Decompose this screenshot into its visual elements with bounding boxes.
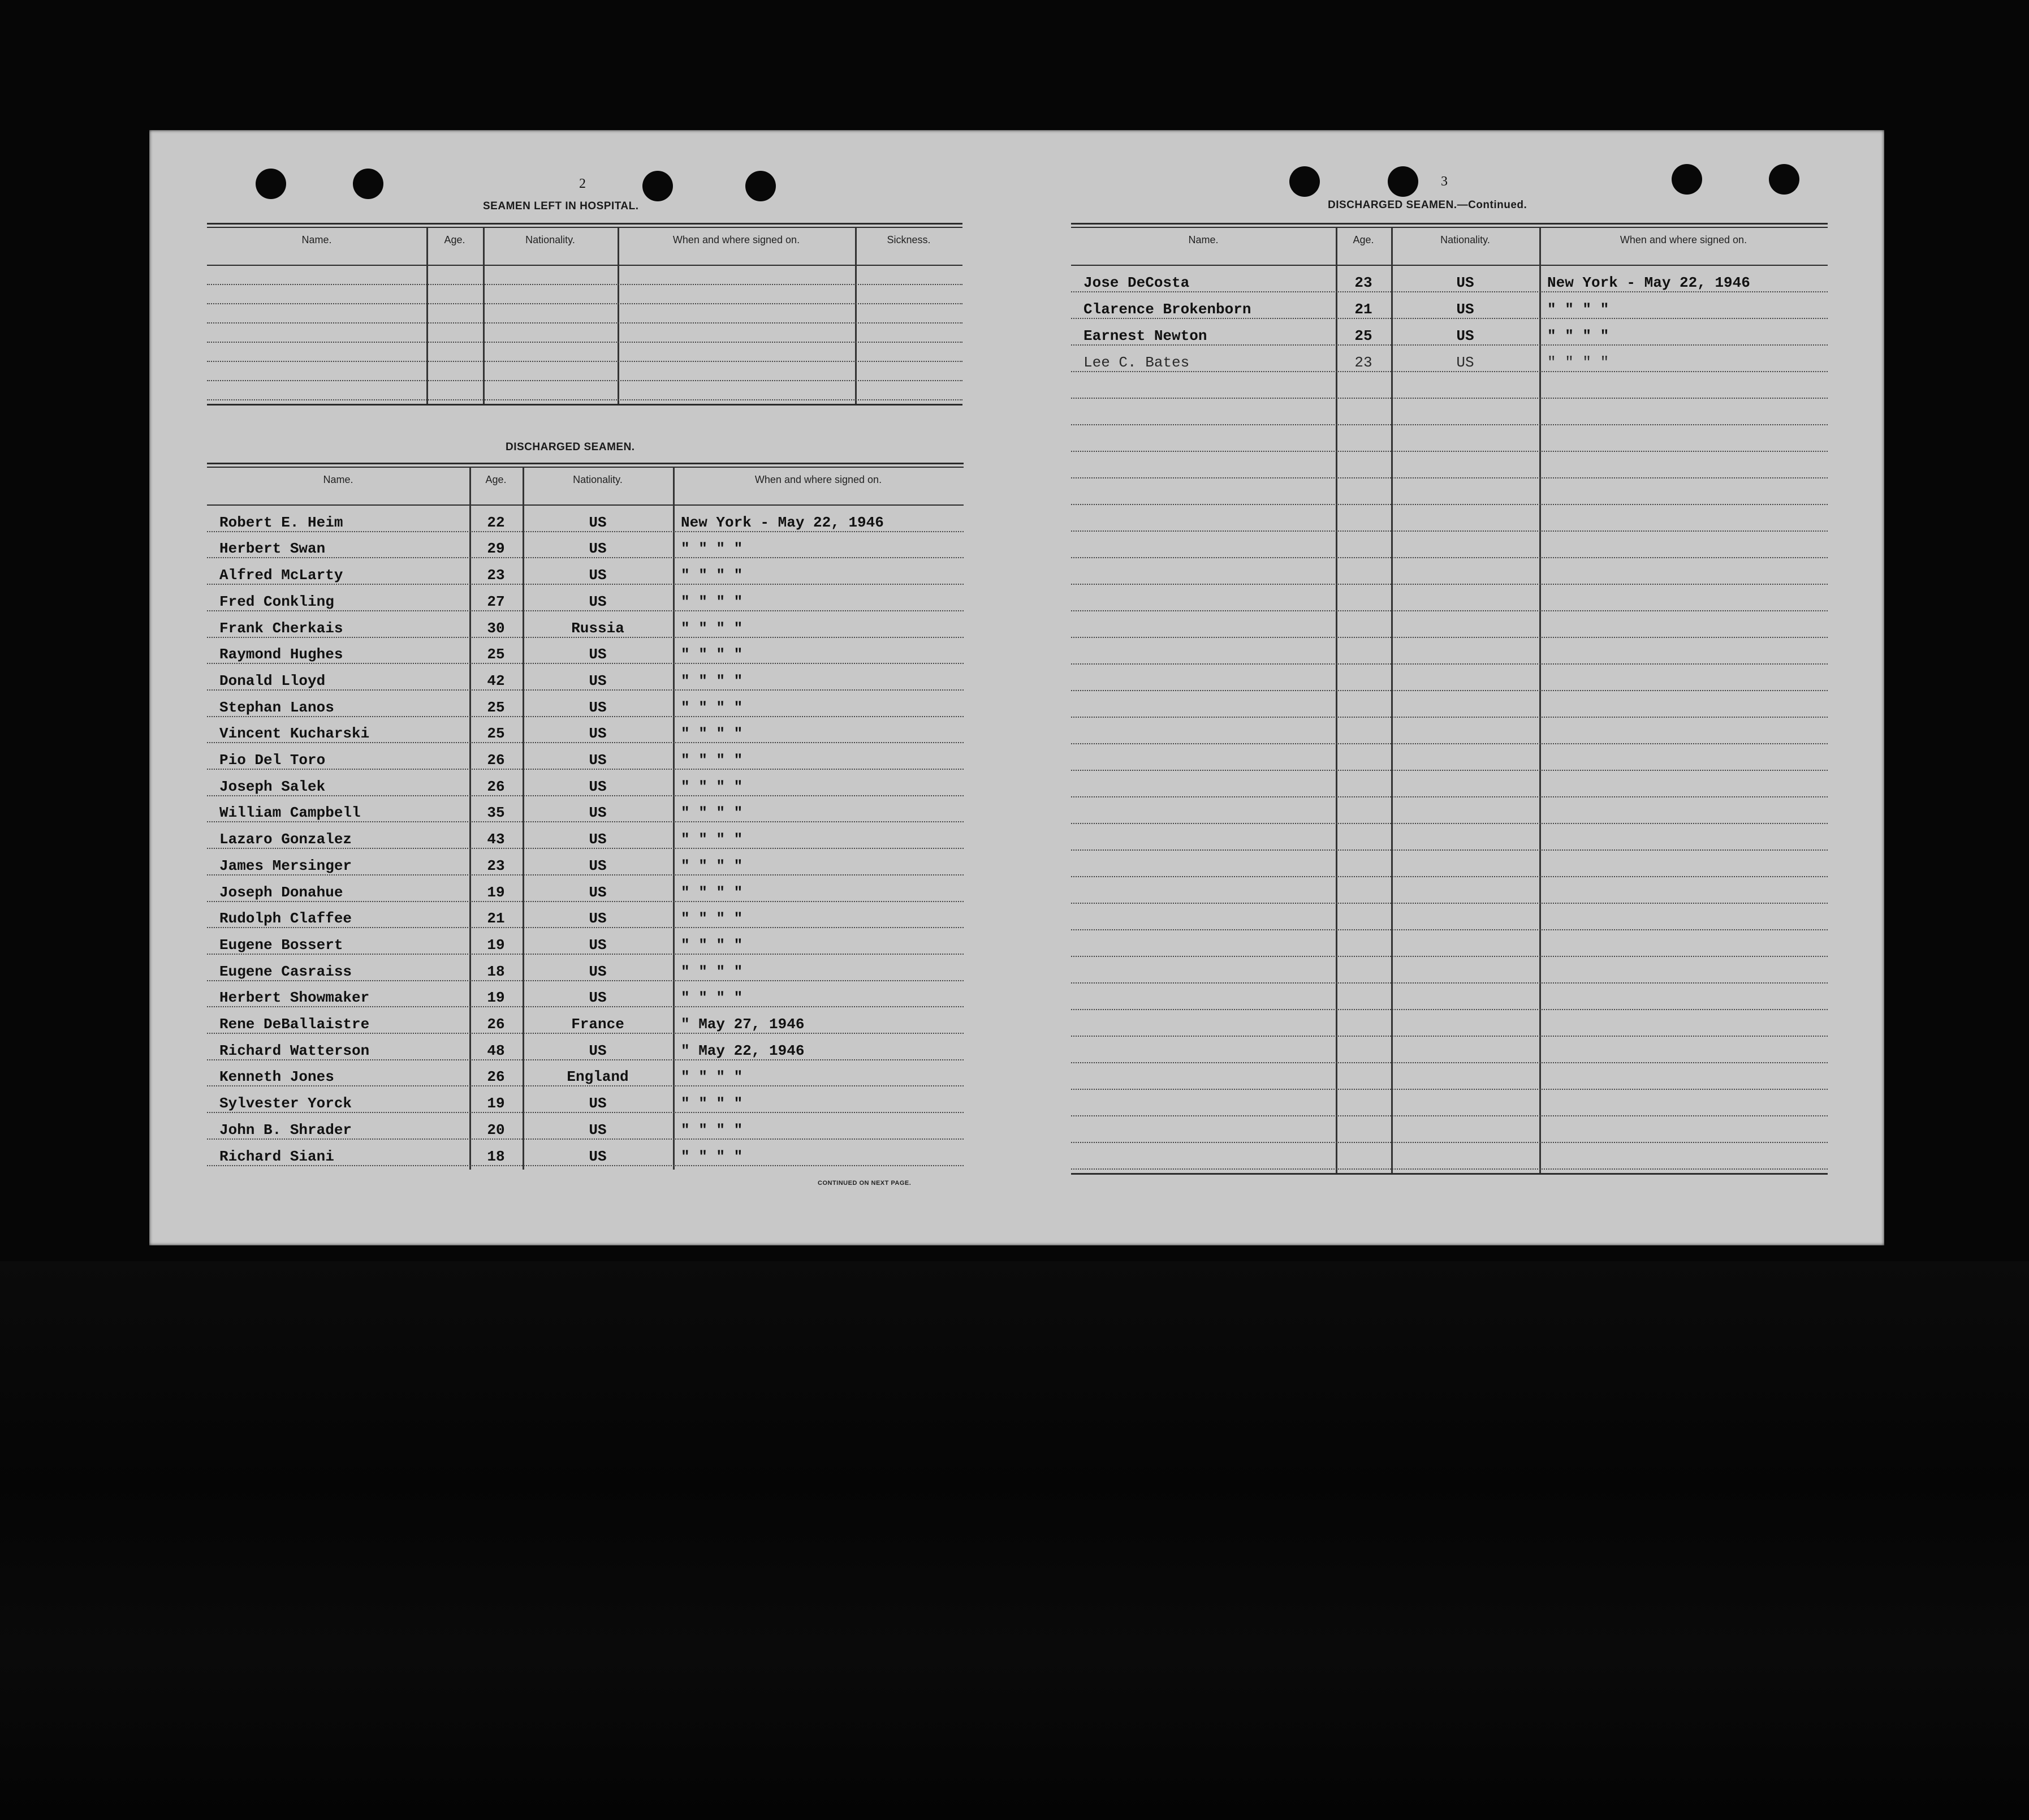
column-header-age: Age. — [485, 474, 507, 485]
seaman-age: 20 — [487, 1121, 505, 1138]
row-line — [207, 901, 964, 902]
signed-on: " " " " — [681, 540, 743, 558]
seaman-name: Joseph Salek — [219, 778, 326, 795]
discharged-section-title: DISCHARGED SEAMEN. — [506, 441, 635, 453]
signed-on: " " " " — [681, 725, 743, 743]
row-line — [207, 342, 962, 343]
seaman-age: 21 — [1354, 301, 1372, 318]
row-line — [207, 361, 962, 362]
table-bottom-rule — [1071, 1173, 1828, 1175]
row-line — [1071, 398, 1828, 399]
seaman-age: 48 — [487, 1042, 505, 1059]
table-top-rule — [207, 223, 962, 225]
column-header-name: Name. — [323, 474, 353, 485]
row-line — [1071, 876, 1828, 877]
scan-background — [0, 1261, 2029, 1820]
page-number-left: 2 — [579, 176, 586, 191]
row-line — [1071, 1168, 1828, 1170]
signed-on: " " " " — [681, 672, 743, 689]
seaman-name: Kenneth Jones — [219, 1068, 334, 1086]
seaman-age: 23 — [1354, 274, 1372, 291]
row-line — [207, 848, 964, 849]
row-line — [207, 716, 964, 717]
column-header-nationality: Nationality. — [1440, 234, 1490, 245]
seaman-name: Vincent Kucharski — [219, 725, 370, 743]
signed-on: " " " " — [1547, 301, 1609, 318]
signed-on: " " " " — [681, 883, 743, 901]
seaman-nationality: England — [567, 1068, 629, 1086]
seaman-name: John B. Shrader — [219, 1121, 352, 1138]
seaman-nationality: US — [589, 963, 607, 980]
row-line — [207, 1112, 964, 1113]
signed-on: " " " " — [681, 857, 743, 874]
seaman-age: 19 — [487, 936, 505, 954]
row-line — [207, 927, 964, 928]
column-divider — [1539, 227, 1541, 1173]
table-top-rule — [1071, 227, 1828, 228]
row-line — [1071, 1009, 1828, 1010]
seaman-name: William Campbell — [219, 804, 361, 822]
row-line — [1071, 1036, 1828, 1037]
document-paper — [149, 130, 1884, 1245]
seaman-name: Earnest Newton — [1083, 327, 1207, 344]
row-line — [207, 303, 962, 304]
seaman-name: Robert E. Heim — [219, 514, 343, 531]
row-line — [1071, 318, 1828, 319]
seaman-name: Lee C. Bates — [1083, 354, 1190, 371]
seaman-age: 30 — [487, 619, 505, 637]
seaman-nationality: US — [1456, 274, 1474, 291]
row-line — [1071, 929, 1828, 930]
table-header-rule — [1071, 265, 1828, 266]
column-header-when-and-where-signed-on: When and where signed on. — [754, 474, 882, 485]
column-header-sickness: Sickness. — [887, 234, 931, 245]
seaman-name: Herbert Swan — [219, 540, 326, 558]
seaman-nationality: US — [589, 1042, 607, 1059]
seaman-nationality: US — [589, 883, 607, 901]
signed-on: " May 22, 1946 — [681, 1042, 805, 1059]
row-line — [207, 531, 964, 532]
row-line — [1071, 1142, 1828, 1143]
seaman-age: 25 — [487, 698, 505, 716]
row-line — [1071, 743, 1828, 744]
column-header-name: Name. — [1188, 234, 1219, 245]
row-line — [207, 399, 962, 400]
seaman-nationality: US — [589, 725, 607, 743]
row-line — [207, 795, 964, 796]
seaman-age: 25 — [1354, 327, 1372, 344]
seaman-nationality: US — [589, 936, 607, 954]
column-header-nationality: Nationality. — [525, 234, 575, 245]
continued-note: CONTINUED ON NEXT PAGE. — [818, 1180, 912, 1187]
signed-on: " " " " — [681, 1095, 743, 1112]
seaman-name: Lazaro Gonzalez — [219, 831, 352, 848]
seaman-age: 43 — [487, 831, 505, 848]
seaman-nationality: US — [589, 1148, 607, 1165]
signed-on: " " " " — [681, 752, 743, 769]
seaman-name: Pio Del Toro — [219, 752, 326, 769]
signed-on: New York - May 22, 1946 — [1547, 274, 1750, 291]
seaman-age: 18 — [487, 1148, 505, 1165]
punch-hole — [642, 171, 673, 201]
seaman-nationality: US — [589, 989, 607, 1007]
punch-hole — [256, 169, 286, 199]
row-line — [1071, 371, 1828, 372]
seaman-name: Jose DeCosta — [1083, 274, 1190, 291]
seaman-nationality: France — [571, 1016, 624, 1033]
seaman-name: Raymond Hughes — [219, 646, 343, 663]
seaman-nationality: US — [589, 831, 607, 848]
row-line — [207, 1085, 964, 1086]
column-divider — [855, 227, 857, 404]
row-line — [1071, 557, 1828, 558]
signed-on: " " " " — [681, 619, 743, 637]
row-line — [207, 821, 964, 822]
signed-on: " May 27, 1946 — [681, 1016, 805, 1033]
seaman-nationality: US — [589, 593, 607, 610]
row-line — [1071, 424, 1828, 425]
seaman-age: 23 — [1354, 354, 1372, 371]
seaman-nationality: US — [589, 910, 607, 928]
row-line — [1071, 451, 1828, 452]
signed-on: " " " " — [1547, 327, 1609, 344]
seaman-age: 29 — [487, 540, 505, 558]
row-line — [207, 663, 964, 664]
row-line — [207, 954, 964, 955]
seaman-age: 19 — [487, 883, 505, 901]
row-line — [1071, 717, 1828, 718]
row-line — [207, 380, 962, 381]
seaman-age: 22 — [487, 514, 505, 531]
column-divider — [483, 227, 485, 404]
signed-on: " " " " — [681, 910, 743, 928]
row-line — [1071, 770, 1828, 771]
seaman-name: Eugene Casraiss — [219, 963, 352, 980]
seaman-nationality: US — [589, 540, 607, 558]
column-header-age: Age. — [1353, 234, 1374, 245]
seaman-age: 26 — [487, 1068, 505, 1086]
seaman-age: 27 — [487, 593, 505, 610]
seaman-nationality: US — [589, 857, 607, 874]
seaman-nationality: US — [589, 567, 607, 584]
signed-on: " " " " — [681, 804, 743, 822]
row-line — [1071, 956, 1828, 957]
punch-hole — [353, 169, 383, 199]
signed-on: " " " " — [681, 831, 743, 848]
row-line — [207, 769, 964, 770]
column-divider — [618, 227, 619, 404]
seaman-nationality: US — [589, 646, 607, 663]
hospital-section-title: SEAMEN LEFT IN HOSPITAL. — [483, 200, 639, 212]
seaman-name: Clarence Brokenborn — [1083, 301, 1251, 318]
column-header-when-and-where-signed-on: When and where signed on. — [1620, 234, 1747, 245]
row-line — [1071, 690, 1828, 691]
table-header-rule — [207, 504, 964, 506]
row-line — [1071, 1115, 1828, 1116]
seaman-nationality: US — [1456, 301, 1474, 318]
signed-on: " " " " — [681, 1148, 743, 1165]
row-line — [1071, 291, 1828, 292]
signed-on: " " " " — [1547, 354, 1609, 371]
seaman-nationality: US — [589, 1095, 607, 1112]
punch-hole — [1289, 166, 1320, 197]
seaman-age: 26 — [487, 1016, 505, 1033]
seaman-nationality: US — [589, 672, 607, 689]
row-line — [207, 742, 964, 743]
signed-on: " " " " — [681, 963, 743, 980]
signed-on: " " " " — [681, 1068, 743, 1086]
row-line — [207, 557, 964, 558]
row-line — [207, 689, 964, 691]
seaman-name: Eugene Bossert — [219, 936, 343, 954]
seaman-age: 18 — [487, 963, 505, 980]
seaman-age: 19 — [487, 989, 505, 1007]
row-line — [207, 980, 964, 981]
seaman-name: Alfred McLarty — [219, 567, 343, 584]
seaman-nationality: Russia — [571, 619, 624, 637]
column-header-when-and-where-signed-on: When and where signed on. — [672, 234, 800, 245]
row-line — [207, 1033, 964, 1034]
row-line — [1071, 823, 1828, 824]
signed-on: " " " " — [681, 936, 743, 954]
seaman-nationality: US — [589, 778, 607, 795]
punch-hole — [1769, 164, 1799, 195]
row-line — [207, 637, 964, 638]
table-top-rule — [207, 467, 964, 468]
row-line — [1071, 610, 1828, 611]
row-line — [207, 610, 964, 611]
seaman-name: Donald Lloyd — [219, 672, 326, 689]
row-line — [207, 1059, 964, 1060]
punch-hole — [1672, 164, 1702, 195]
seaman-age: 21 — [487, 910, 505, 928]
row-line — [1071, 1062, 1828, 1063]
seaman-age: 26 — [487, 778, 505, 795]
column-header-age: Age. — [444, 234, 465, 245]
seaman-age: 25 — [487, 646, 505, 663]
column-header-name: Name. — [301, 234, 332, 245]
signed-on: " " " " — [681, 1121, 743, 1138]
seaman-age: 26 — [487, 752, 505, 769]
column-divider — [426, 227, 428, 404]
seaman-nationality: US — [589, 804, 607, 822]
row-line — [207, 1006, 964, 1007]
row-line — [1071, 663, 1828, 665]
seaman-nationality: US — [589, 514, 607, 531]
row-line — [1071, 903, 1828, 904]
table-top-rule — [207, 463, 964, 464]
seaman-name: Fred Conkling — [219, 593, 334, 610]
discharged-continued-title: DISCHARGED SEAMEN.—Continued. — [1328, 199, 1527, 211]
seaman-age: 19 — [487, 1095, 505, 1112]
row-line — [1071, 344, 1828, 346]
column-divider — [673, 467, 675, 1170]
row-line — [1071, 477, 1828, 478]
seaman-age: 23 — [487, 567, 505, 584]
row-line — [1071, 1089, 1828, 1090]
row-line — [1071, 531, 1828, 532]
seaman-nationality: US — [589, 1121, 607, 1138]
seaman-nationality: US — [1456, 354, 1474, 371]
table-top-rule — [207, 227, 962, 228]
seaman-name: Rene DeBallaistre — [219, 1016, 370, 1033]
column-header-nationality: Nationality. — [573, 474, 623, 485]
seaman-name: Rudolph Claffee — [219, 910, 352, 928]
signed-on: " " " " — [681, 646, 743, 663]
punch-hole — [745, 171, 776, 201]
row-line — [1071, 849, 1828, 851]
seaman-nationality: US — [1456, 327, 1474, 344]
seaman-name: Herbert Showmaker — [219, 989, 370, 1007]
seaman-age: 23 — [487, 857, 505, 874]
seaman-name: Sylvester Yorck — [219, 1095, 352, 1112]
signed-on: " " " " — [681, 989, 743, 1007]
row-line — [207, 322, 962, 324]
seaman-name: Richard Watterson — [219, 1042, 370, 1059]
signed-on: New York - May 22, 1946 — [681, 514, 884, 531]
signed-on: " " " " — [681, 593, 743, 610]
row-line — [207, 584, 964, 585]
seaman-nationality: US — [589, 752, 607, 769]
row-line — [1071, 584, 1828, 585]
seaman-name: Frank Cherkais — [219, 619, 343, 637]
row-line — [207, 284, 962, 285]
seaman-nationality: US — [589, 698, 607, 716]
table-bottom-rule — [207, 404, 962, 406]
seaman-age: 42 — [487, 672, 505, 689]
row-line — [1071, 504, 1828, 505]
row-line — [1071, 796, 1828, 797]
page-number-right: 3 — [1441, 174, 1448, 189]
row-line — [1071, 982, 1828, 984]
row-line — [207, 1165, 964, 1166]
seaman-name: Richard Siani — [219, 1148, 334, 1165]
row-line — [207, 874, 964, 876]
row-line — [207, 1138, 964, 1140]
signed-on: " " " " — [681, 567, 743, 584]
row-line — [1071, 637, 1828, 638]
seaman-age: 25 — [487, 725, 505, 743]
punch-hole — [1388, 166, 1418, 197]
seaman-age: 35 — [487, 804, 505, 822]
table-top-rule — [1071, 223, 1828, 225]
signed-on: " " " " — [681, 778, 743, 795]
seaman-name: Joseph Donahue — [219, 883, 343, 901]
table-header-rule — [207, 265, 962, 266]
seaman-name: Stephan Lanos — [219, 698, 334, 716]
seaman-name: James Mersinger — [219, 857, 352, 874]
signed-on: " " " " — [681, 698, 743, 716]
